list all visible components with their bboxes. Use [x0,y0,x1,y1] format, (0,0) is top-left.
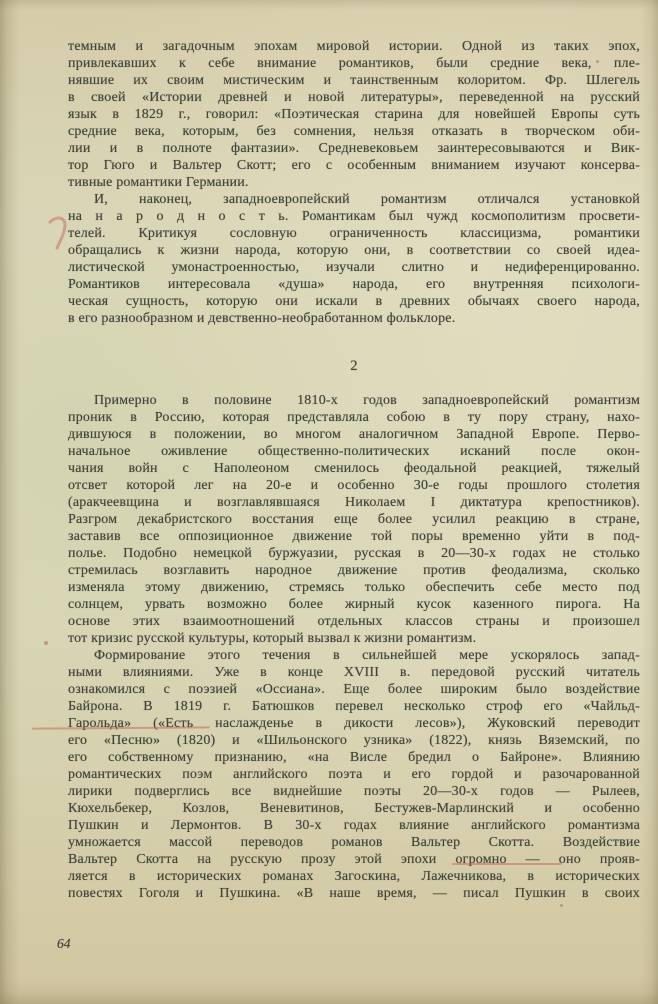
paper-speck [596,60,599,63]
text-line: ознакомился с поэзией «Оссиана». Еще более широким было воздействие [68,682,640,697]
text-line: романтических поэм английского поэта и его гордой и разочарованной [68,767,640,782]
paper-speck [560,904,563,907]
text-line: проник в Россию, которая представляла собою в ту пору страну, нахо- [68,410,640,425]
text-line: его собственному признанию, «на Висле бредил о Байроне». Влиянию [68,750,640,765]
text-line: лии и в полноте фантазии». Средневековьем заинтересовываются и Вик- [68,141,640,156]
text-line: Примерно в половине 1810-х годов западноевропейский романтизм [94,393,640,408]
text-line: умножается массой переводов романов Вальтер Скотта. Воздействие [68,835,640,850]
text-line: привлекавших к себе внимание романтиков, были средние века, пле- [68,56,640,71]
text-line: обращались к жизни народа, которую они, в соответствии со своей идеа- [68,243,640,258]
text-line: тот кризис русской культуры, который вызвал к жизни романтизм. [68,631,477,646]
text-line: листической умонастроенностью, изучали слитно и недиференцированно. [68,260,640,275]
red-speck [44,641,48,645]
text-line: на н а р о д н о с т ь. Романтикам был чужд космополитизм просвети- [68,209,640,224]
text-line: заставив все оппозиционное движение той поры временно уйти в под- [68,529,640,544]
text-line: его «Песню» (1820) и «Шильонского узника» (1822), князь Вяземский, по [68,733,640,748]
text-line: телей. Критикуя сословную ограниченность классицизма, романтики [68,226,640,241]
text-line: полье. Подобно немецкой буржуазии, русская в 20—30-х годах не столько [68,546,640,561]
page-number: 64 [57,936,71,951]
text-column [68,38,640,902]
text-line: Вальтер Скотта на русскую прозу этой эпохи огромно — оно прояв- [68,852,640,867]
text-line: отсвет которой лег на 20-е и особенно 30-е годы прошлого столетия [68,478,640,493]
text-line: ческая сущность, которую они искали в древних обычаях своего народа, [68,294,640,309]
text-line: начальное оживление общественно-политических исканий после окон- [68,444,640,459]
text-line: темным и загадочным эпохам мировой истории. Одной из таких эпох, [68,39,640,54]
text-line: Романтиков интересовала «душа» народа, его внутренняя психологи- [68,277,640,292]
text-line: Байрона. В 1819 г. Батюшков перевел несколько строф его «Чайльд- [68,699,640,714]
text-line: тивные романтики Германии. [68,175,249,190]
text-line: (аракчеевщина и возглавлявшаяся Николаем I диктатура крепостников). [68,495,640,510]
text-line: нявшие их своим мистическим и таинственным колоритом. Фр. Шлегель [68,73,640,88]
text-line: в своей «Истории древней и новой литературы», переведенной на русский [68,90,640,105]
paper-speck [296,792,298,795]
text-line: в его разнообразном и девственно-необработанном фольклоре. [68,311,456,326]
text-line: Формирование этого течения в сильнейшей мере ускорялось запад- [94,648,640,663]
text-line: средние века, которым, без сомнения, нельзя отказать в творческом оби- [68,124,640,139]
text-line: дившуюся в положении, во многом аналогичном Западной Европе. Перво- [68,427,640,442]
text-line: повестях Гоголя и Пушкина. «В наше время, — писал Пушкин в своих [68,886,640,901]
text-line: язык в 1829 г., говорил: «Поэтическая старина для новейшей Европы суть [68,107,640,122]
text-line: Разгром декабристского восстания еще более усилил реакцию в стране, [68,512,640,527]
text-line: Гарольда» («Есть наслажденье в дикости лесов»), Жуковский переводит [68,716,640,731]
text-line: солнцем, урвать возможно более жирный кусок казенного пирога. На [68,597,640,612]
text-line: ляется в исторических романах Загоскина, Лажечникова, в исторических [68,869,640,884]
section-number: 2 [350,358,358,374]
text-line: ными влияниями. Уже в конце XVIII в. передовой русский читатель [68,665,640,680]
text-line: стремилась возглавить народное движение против феодализма, сколько [68,563,640,578]
text-line: основе этих взаимоотношений отдельных классов страны и произошел [68,614,640,629]
text-line: И, наконец, западноевропейский романтизм отличался установкой [94,192,640,207]
text-line: лирики подверглись все виднейшие поэты 20—30-х годов — Рылеев, [68,784,640,799]
text-line: Кюхельбекер, Козлов, Веневитинов, Бестужев-Марлинский и особенно [68,801,640,816]
red-pencil-mark [44,210,74,258]
text-line: чания войн с Наполеоном сменилось феодальной реакцией, тяжелый [68,461,640,476]
text-line: Пушкин и Лермонтов. В 30-х годах влияние английского романтизма [68,818,640,833]
text-line: тор Гюго и Вальтер Скотт; его с особенным вниманием изучают консерва- [68,158,640,173]
text-line: изменяла этому движению, стремясь только обеспечить себе место под [68,580,640,595]
